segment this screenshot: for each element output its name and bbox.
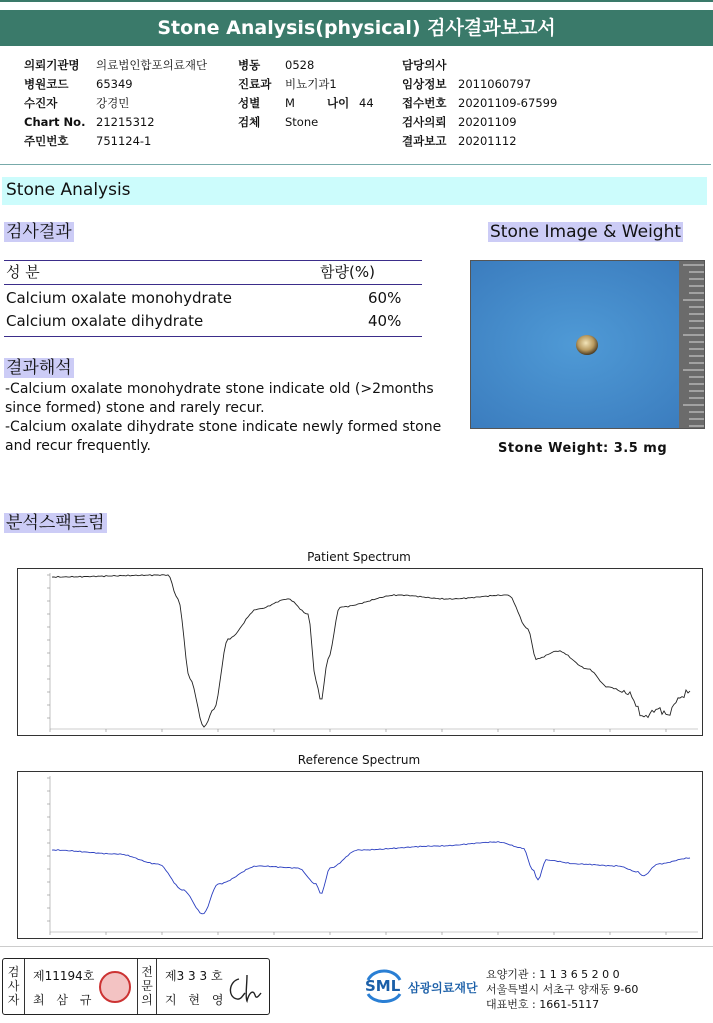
info-label: 임상정보 [402, 77, 447, 91]
info-value: 의료법인합포의료재단 [96, 58, 208, 72]
info-label: 수진자 [24, 96, 58, 110]
table-rule-mid [4, 284, 422, 285]
patient-y-ticks [47, 575, 50, 718]
info-label: 성별 [238, 96, 261, 110]
reference-spectrum-frame [17, 771, 703, 939]
info-value: 비뇨기과1 [285, 77, 337, 91]
result-heading: 검사결과 [6, 222, 72, 242]
header-content: 함량(%) [320, 263, 375, 281]
info-label: 병동 [238, 58, 261, 72]
info-col-2 [238, 56, 374, 132]
inspector-label [3, 959, 25, 1014]
patient-spectrum-title: Patient Spectrum [307, 550, 411, 564]
address: 서울특별시 서초구 양재동 9-60 [486, 983, 639, 996]
interpretation-text [5, 380, 457, 456]
info-label: 검체 [238, 115, 261, 129]
header-top-rule [0, 0, 713, 8]
info-label: 검사의뢰 [402, 115, 447, 129]
reference-x-ticks [50, 932, 666, 935]
cell-component: Calcium oxalate monohydrate [6, 289, 233, 307]
patient-info [0, 50, 711, 165]
info-value: 20201109-67599 [458, 96, 558, 110]
interpretation-line: -Calcium oxalate dihydrate stone indicate newly formed stone and recur frequently. [5, 419, 442, 454]
info-value: 21215312 [96, 115, 155, 129]
spectrum-heading: 분석스팩트럼 [6, 513, 105, 533]
age-value: 44 [359, 96, 374, 110]
table-row [6, 287, 406, 310]
info-label: Chart No. [24, 115, 86, 129]
table-rule-bottom [4, 336, 422, 337]
phone: 대표번호 : 1661-5117 [486, 998, 600, 1011]
table-body [6, 287, 406, 333]
org-info [486, 967, 638, 1012]
info-label: 의뢰기관명 [24, 58, 80, 72]
header-component: 성 분 [6, 263, 40, 281]
info-col-3 [402, 56, 557, 151]
specialist-label-text: 전문의 [141, 965, 153, 1007]
info-label: 병원코드 [24, 77, 69, 91]
cell-content: 40% [368, 312, 402, 330]
info-value: Stone [285, 115, 319, 129]
info-label: 결과보고 [402, 134, 447, 148]
patient-x-ticks [50, 729, 666, 732]
logo-text: SML [365, 977, 401, 995]
inspector-no: 제11194호 [33, 969, 95, 983]
inspector-name: 최 삼 규 [33, 993, 96, 1007]
inspector-label-text: 검사자 [7, 965, 20, 1007]
reference-y-ticks [47, 778, 50, 921]
table-row [6, 310, 406, 333]
info-value: 2011060797 [458, 77, 532, 91]
patient-spectrum-frame [17, 568, 703, 736]
reference-spectrum-line [52, 842, 690, 914]
interpretation-line: -Calcium oxalate monohydrate stone indicate old (>2months since formed) stone and rarely recur. [5, 381, 434, 416]
image-heading: Stone Image & Weight [490, 222, 682, 242]
info-value: 65349 [96, 77, 133, 91]
info-value: 20201109 [458, 115, 517, 129]
info-label: 담당의사 [402, 58, 447, 72]
info-value: M [285, 96, 295, 110]
cell-content: 60% [368, 289, 402, 307]
specialist-name: 지 현 영 [165, 993, 228, 1007]
table-header [6, 262, 422, 282]
info-value: 0528 [285, 58, 315, 72]
signature-box [2, 958, 270, 1015]
report-title: Stone Analysis(physical) 검사결과보고서 [0, 10, 713, 46]
stone [576, 335, 598, 355]
specialist-no: 제3 3 3 호 [165, 969, 223, 983]
info-label: 주민번호 [24, 134, 69, 148]
footer-rule [0, 946, 713, 947]
stone-photo [470, 260, 705, 429]
sml-logo [364, 966, 404, 1006]
seal-stamp [99, 971, 131, 1003]
info-value: 751124-1 [96, 134, 152, 148]
interpretation-heading: 결과해석 [6, 358, 72, 378]
info-value: 강경민 [96, 96, 130, 110]
org-name: 삼광의료재단 [408, 981, 478, 995]
signature [225, 971, 263, 1005]
info-label: 진료과 [238, 77, 272, 91]
institution-code: 요양기관 : 1 1 3 6 5 2 0 0 [486, 968, 620, 981]
section-title: Stone Analysis [2, 177, 707, 205]
specialist-label [137, 959, 157, 1014]
cell-content-component: Calcium oxalate dihydrate [6, 312, 204, 330]
info-col-1 [24, 56, 207, 151]
age-label: 나이 [327, 96, 350, 110]
reference-spectrum-plot [18, 772, 702, 938]
patient-spectrum-plot [18, 569, 702, 735]
stone-photo-graphic [471, 261, 704, 428]
table-rule-top [4, 260, 422, 261]
patient-spectrum-line [52, 575, 690, 727]
reference-spectrum-title: Reference Spectrum [297, 753, 421, 767]
stone-weight: Stone Weight: 3.5 mg [498, 441, 668, 456]
info-value: 20201112 [458, 134, 517, 148]
info-label: 접수번호 [402, 96, 447, 110]
